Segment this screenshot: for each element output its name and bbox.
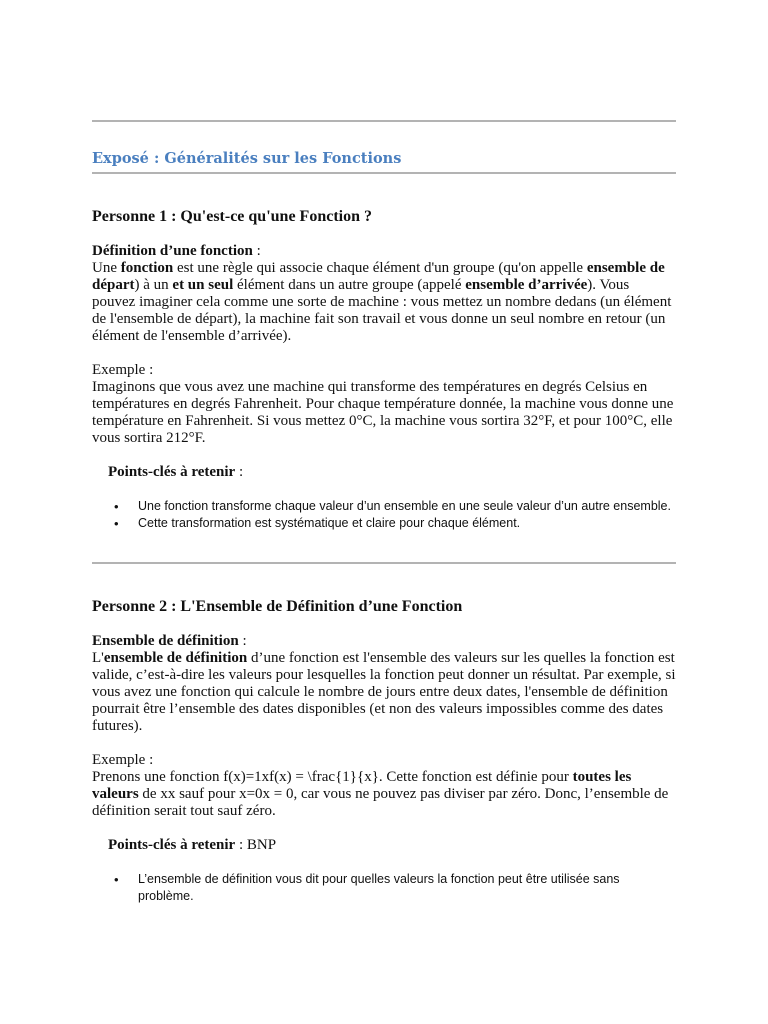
section-2-heading: Personne 2 : L'Ensemble de Définition d’une Fonction — [92, 598, 463, 615]
list-item: • L’ensemble de définition vous dit pour quelles valeurs la fonction peut être utilisée sans problème. — [92, 871, 676, 905]
def-bold-ensemble-arrivee: ensemble d’arrivée — [465, 277, 588, 293]
section-1-example-text: Imaginons que vous avez une machine qui transforme des températures en degrés Celsius en températures en degrés Fahrenheit. Pour chaque température donnée, la machine vous donne une température en Fahrenheit. Si vous mettez 0°C, la machine vous sortira 32°F, et pour 100°C, elle vous sortira 212°F. — [92, 379, 674, 446]
example-text-part: Prenons une fonction f(x)=1xf(x) = \frac{1}{x}. Cette fonction est définie pour — [92, 769, 573, 785]
section-2-example-text — [92, 769, 676, 820]
def-bold-fonction: fonction — [120, 260, 174, 276]
section-2-bullet-list — [92, 871, 676, 905]
definition-label-bold: Ensemble de définition — [92, 633, 239, 649]
section-1-bullet-list — [92, 498, 676, 532]
definition-label-bold: Définition d’une fonction — [92, 243, 253, 259]
document-title-block — [92, 150, 676, 167]
section-2-example-label: Exemple : — [92, 752, 154, 768]
top-divider — [92, 120, 676, 122]
section-1 — [92, 207, 676, 532]
keypoints-label-bold: Points-clés à retenir — [108, 837, 236, 853]
section-divider — [92, 562, 676, 564]
def-text-part: Une — [92, 260, 121, 276]
def-text-part: ) à un — [134, 277, 173, 293]
section-1-example-label: Exemple : — [92, 362, 154, 378]
def-bold-ensemble-depart: ensemble de départ — [92, 260, 665, 293]
example-bold-toutes-les-valeurs: toutes les valeurs — [92, 769, 632, 802]
def-text-part: L' — [92, 650, 104, 666]
keypoints-label-bold: Points-clés à retenir — [108, 464, 236, 480]
def-text-part: est une règle qui associe chaque élément d'un groupe (qu'on appelle — [173, 260, 587, 276]
section-1-keypoints-label — [92, 464, 676, 481]
title-underline — [92, 172, 676, 174]
definition-label-colon: : — [238, 633, 247, 649]
def-text-part: élément dans un autre groupe (appelé — [233, 277, 466, 293]
section-1-definition-text — [92, 260, 676, 345]
section-2-definition-label — [92, 633, 676, 650]
list-item: • Une fonction transforme chaque valeur d’un ensemble en une seule valeur d’un autre ensemble. — [92, 498, 676, 515]
def-text-part: d’une fonction est l'ensemble des valeurs sur les quelles la fonction est valide, c’est-à-dire les valeurs pour lesquelles la fonction peut donner un résultat. Par exemple, si vous avez une fonction qui calcule le nombre de jours entre deux dates, l'ensemble de définition pourrait être l’ensemble des dates disponibles (et non des valeurs impossibles comme des dates futures). — [92, 650, 676, 734]
section-2 — [92, 597, 676, 905]
list-item: • Cette transformation est systématique et claire pour chaque élément. — [92, 515, 676, 532]
section-2-definition-text — [92, 650, 676, 735]
def-bold-ensemble-definition: ensemble de définition — [103, 650, 248, 666]
def-bold-et-un-seul: et un seul — [172, 277, 234, 293]
section-2-keypoints-label — [92, 837, 676, 854]
example-text-part: de xx sauf pour x=0x = 0, car vous ne pouvez pas diviser par zéro. Donc, l’ensemble de définition serait tout sauf zéro. — [92, 786, 669, 819]
definition-label-colon: : — [252, 243, 261, 259]
document-title: Exposé : Généralités sur les Fonctions — [92, 150, 402, 167]
def-text-part: ). Vous pouvez imaginer cela comme une sorte de machine : vous mettez un nombre dedans (un élément de l'ensemble de départ), la machine fait son travail et vous donne un seul nombre en retour (un élément de l'ensemble d’arrivée). — [92, 277, 672, 344]
keypoints-colon: : — [235, 464, 244, 480]
keypoints-suffix: : BNP — [235, 837, 277, 853]
section-1-heading: Personne 1 : Qu'est-ce qu'une Fonction ? — [92, 208, 372, 225]
section-1-definition-label — [92, 243, 676, 260]
